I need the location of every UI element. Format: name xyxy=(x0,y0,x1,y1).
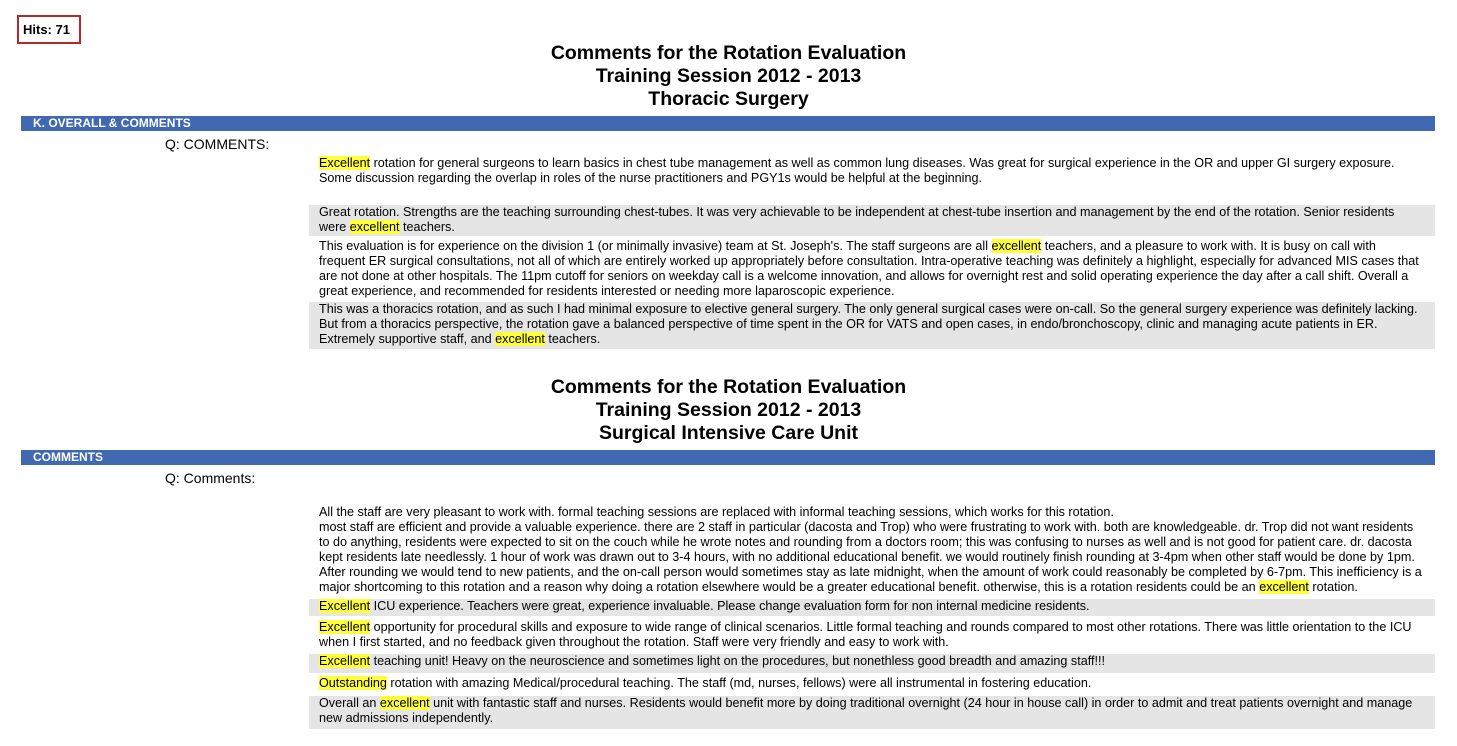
hits-counter: Hits: 71 xyxy=(17,15,81,44)
section-title xyxy=(0,376,1457,445)
title-line: Surgical Intensive Care Unit xyxy=(599,422,858,444)
highlight-term: excellent xyxy=(495,332,545,346)
comment-item: Excellent opportunity for procedural skills and exposure to wide range of clinical scenarios. Little formal teaching and rounds compared to most other rotations. There was little orientation to the ICU when I first started, and no feedback given throughout the rotation. Staff were very friendly and easy to work with. xyxy=(319,620,1412,649)
highlight-term: excellent xyxy=(991,239,1042,253)
title-line: Training Session 2012 - 2013 xyxy=(595,65,862,87)
section-title xyxy=(0,42,1457,111)
title-line: Comments for the Rotation Evaluation xyxy=(550,376,907,398)
highlight-term: Outstanding xyxy=(319,676,387,690)
question-label: Q: Comments: xyxy=(165,470,256,486)
comment-item: Great rotation. Strengths are the teaching surrounding chest-tubes. It was very achievable to be independent at chest-tube insertion and management by the end of the rotation. Senior residents were excellent teachers. xyxy=(309,205,1435,236)
highlight-term: Excellent xyxy=(319,620,371,634)
section-band: K. OVERALL & COMMENTS xyxy=(21,116,1435,131)
highlight-term: excellent xyxy=(379,696,430,710)
comment-item: Overall an excellent unit with fantastic staff and nurses. Residents would benefit more by doing traditional overnight (24 hour in house call) in order to admit and treat patients overnight and manage new admissions independently. xyxy=(309,696,1435,729)
comment-item: Outstanding rotation with amazing Medical/procedural teaching. The staff (md, nurses, fellows) were all instrumental in fostering education. xyxy=(319,676,1092,690)
highlight-term: excellent xyxy=(349,220,400,234)
comment-item: All the staff are very pleasant to work with. formal teaching sessions are replaced with informal teaching sessions, which works for this rotation. most staff are efficient and provide a valuable experience. there are 2 staff in particular (dacosta and Trop) who were frustrating to work with. both are knowledgeable. dr. Trop did not want residents to do anything, residents were expected to sit on the couch while he wrote notes and rounding from a doctors room; this was confusing to nurses as well and is not good for patient care. dr. dacosta kept residents late needlessly. 1 hour of work was drawn out to 3-4 hours, with no additional educational benefit. we would routinely finish rounding at 3-4pm when other staff would be done by 1pm. After rounding we would tend to new patients, and the on-call person would sometimes stay as late midnight, when the amount of work could reasonably be completed by 6-7pm. This inefficiency is a major shortcoming to this rotation and a reason why doing a rotation elsewhere would be a greater educational benefit. otherwise, this is a rotation residents could be an excellent rotation. xyxy=(319,505,1422,594)
comment-item: Excellent ICU experience. Teachers were great, experience invaluable. Please change evaluation form for non internal medicine residents. xyxy=(309,599,1435,616)
comment-item: Excellent rotation for general surgeons to learn basics in chest tube management as well as common lung diseases. Was great for surgical experience in the OR and upper GI surgery exposure. Some discussion regarding the overlap in roles of the nurse practitioners and PGY1s would be helpful at the beginning. xyxy=(319,156,1395,185)
title-line: Thoracic Surgery xyxy=(648,88,809,110)
highlight-term: Excellent xyxy=(319,654,371,668)
highlight-term: Excellent xyxy=(319,599,371,613)
comment-item: This evaluation is for experience on the division 1 (or minimally invasive) team at St. Joseph's. The staff surgeons are all excellent teachers, and a pleasure to work with. It is busy on call with frequent ER surgical consultations, not all of which are entirely worked up appropriately before consultation. Intra-operative teaching was definitely a highlight, especially for advanced MIS cases that are not done at other hospitals. The 11pm cutoff for seniors on weekday call is a welcome innovation, and allows for overnight rest and solid operating experience the day after a call shift. Overall a great experience, and recommended for residents interested or needing more laparoscopic experience. xyxy=(319,239,1419,298)
highlight-term: Excellent xyxy=(319,156,371,170)
highlight-term: excellent xyxy=(1259,580,1309,594)
comment-item: This was a thoracics rotation, and as such I had minimal exposure to elective general surgery. The only general surgical cases were on-call. So the general surgery experience was definitely lacking. But from a thoracics perspective, the rotation gave a balanced perspective of time spent in the OR for VATS and open cases, in endo/bronchoscopy, clinic and managing acute patients in ER. Extremely supportive staff, and excellent teachers. xyxy=(309,302,1435,349)
section-band: COMMENTS xyxy=(21,450,1435,465)
question-label: Q: COMMENTS: xyxy=(165,136,270,152)
title-line: Training Session 2012 - 2013 xyxy=(595,399,862,421)
comment-item: Excellent teaching unit! Heavy on the neuroscience and sometimes light on the procedures, but nonethless good breadth and amazing staff!!! xyxy=(309,654,1435,673)
title-line: Comments for the Rotation Evaluation xyxy=(550,42,907,64)
